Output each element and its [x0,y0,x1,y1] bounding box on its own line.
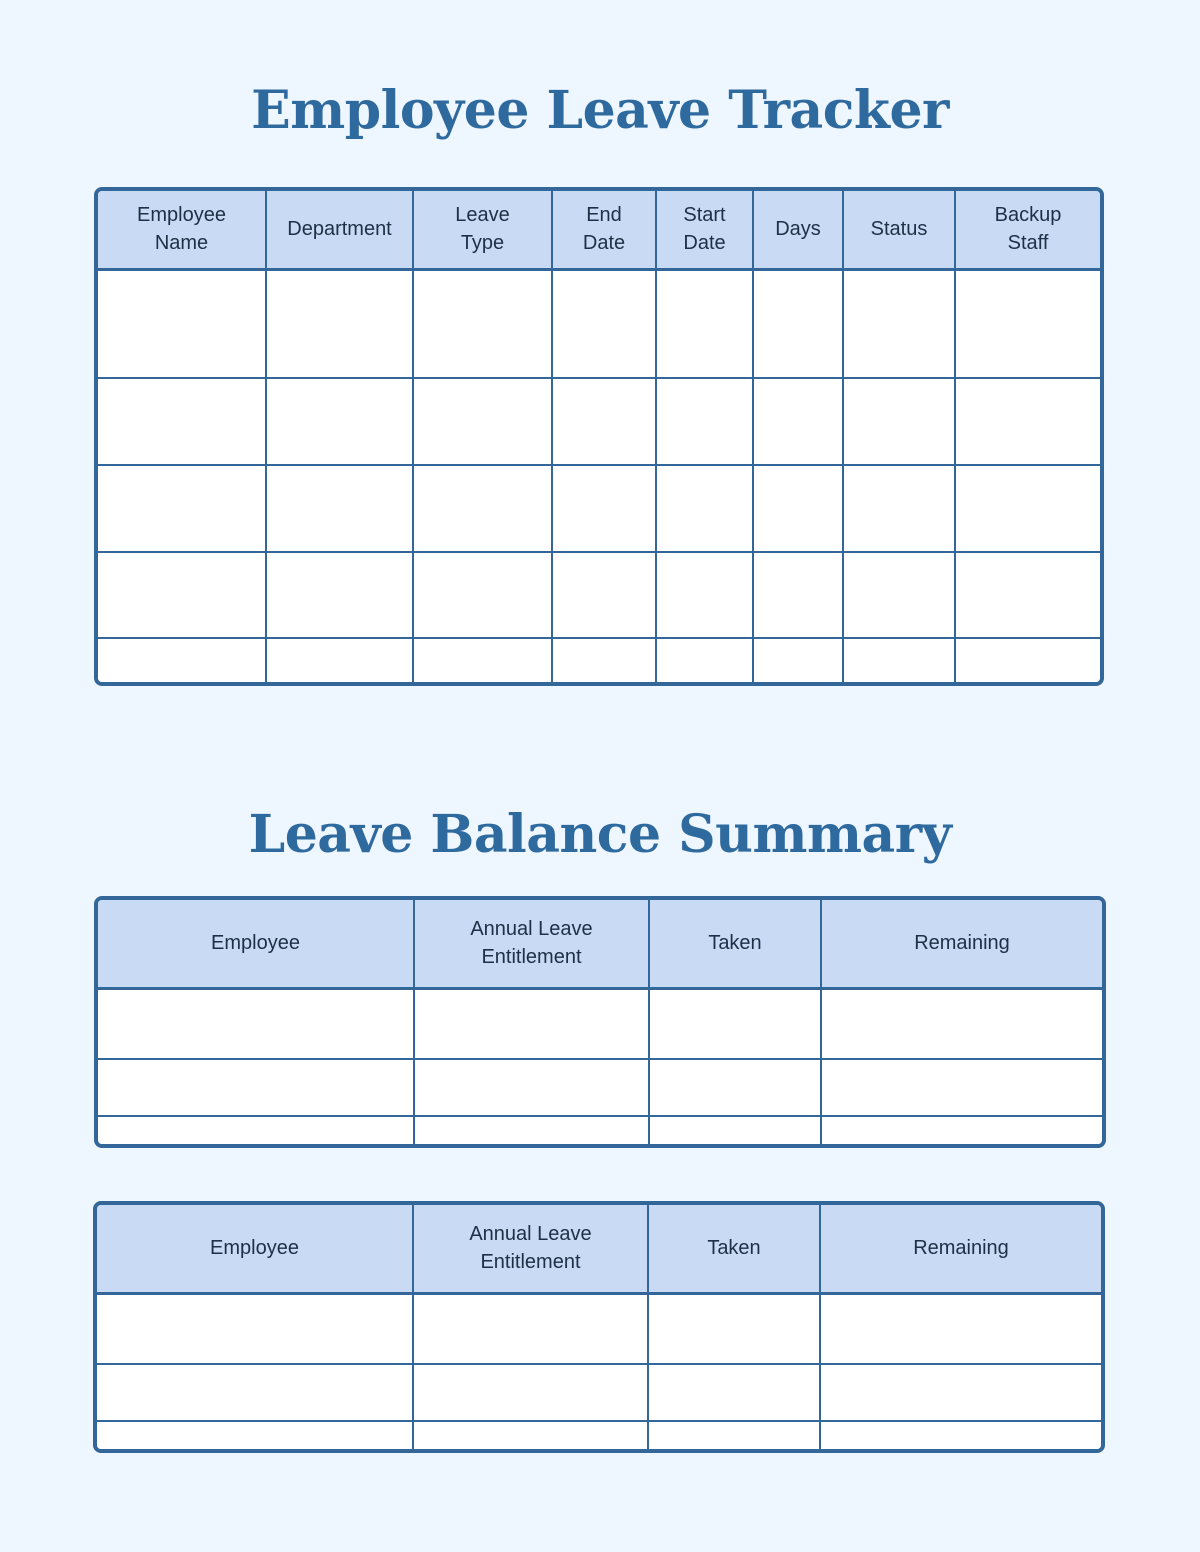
table-cell[interactable] [843,269,955,378]
table-cell[interactable] [97,1364,413,1421]
table-cell[interactable] [753,378,843,465]
table-cell[interactable] [414,1116,649,1144]
table-row [97,1293,1101,1364]
table-header-row [97,1205,1101,1293]
table-cell[interactable] [552,269,656,378]
table-cell[interactable] [649,988,821,1059]
table-cell[interactable] [413,1421,648,1449]
table-row [97,1364,1101,1421]
table-cell[interactable] [843,465,955,552]
table-cell[interactable] [97,1421,413,1449]
table-cell[interactable] [413,1293,648,1364]
column-header-start-date: Start Date [656,191,753,269]
table-cell[interactable] [648,1293,820,1364]
table-row [98,378,1100,465]
table-cell[interactable] [98,988,414,1059]
table-row [98,988,1102,1059]
table-row [98,552,1100,639]
tracker-body [98,269,1100,682]
table-cell[interactable] [266,269,413,378]
table-cell[interactable] [413,378,552,465]
table-header-row [98,900,1102,988]
table-cell[interactable] [648,1364,820,1421]
table-cell[interactable] [413,1364,648,1421]
balance-body-2 [97,1293,1101,1449]
table-cell[interactable] [552,378,656,465]
table-cell[interactable] [649,1059,821,1116]
table-cell[interactable] [656,378,753,465]
table-cell[interactable] [753,552,843,639]
table-cell[interactable] [820,1421,1101,1449]
table-cell[interactable] [821,1116,1102,1144]
table-cell[interactable] [552,552,656,639]
table-cell[interactable] [552,638,656,682]
balance-body-1 [98,988,1102,1144]
table-cell[interactable] [820,1293,1101,1364]
table-cell[interactable] [843,638,955,682]
page-title-leave-balance: Leave Balance Summary [248,804,952,865]
table-cell[interactable] [656,638,753,682]
table-cell[interactable] [552,465,656,552]
table-cell[interactable] [98,1059,414,1116]
table-cell[interactable] [955,269,1100,378]
table-row [98,638,1100,682]
table-cell[interactable] [843,552,955,639]
table-row [97,1421,1101,1449]
table-cell[interactable] [98,465,266,552]
table-cell[interactable] [753,465,843,552]
column-header-taken: Taken [649,900,821,988]
column-header-department: Department [266,191,413,269]
table-header-row [98,191,1100,269]
column-header-employee: Employee [98,900,414,988]
column-header-backup-staff: Backup Staff [955,191,1100,269]
table-cell[interactable] [413,465,552,552]
table-cell[interactable] [98,1116,414,1144]
table-cell[interactable] [413,552,552,639]
column-header-remaining: Remaining [820,1205,1101,1293]
table-cell[interactable] [955,465,1100,552]
column-header-end-date: End Date [552,191,656,269]
column-header-taken: Taken [648,1205,820,1293]
table-cell[interactable] [266,638,413,682]
leave-balance-table-2 [93,1201,1105,1453]
table-cell[interactable] [656,552,753,639]
table-cell[interactable] [414,988,649,1059]
column-header-annual-leave-entitlement: Annual Leave Entitlement [414,900,649,988]
column-header-days: Days [753,191,843,269]
column-header-employee: Employee [97,1205,413,1293]
table-cell[interactable] [413,638,552,682]
table-cell[interactable] [97,1293,413,1364]
table-row [98,269,1100,378]
table-cell[interactable] [843,378,955,465]
table-cell[interactable] [266,465,413,552]
table-cell[interactable] [413,269,552,378]
table-cell[interactable] [98,269,266,378]
table-cell[interactable] [98,378,266,465]
table-cell[interactable] [98,638,266,682]
table-cell[interactable] [753,269,843,378]
table-cell[interactable] [98,552,266,639]
column-header-employee-name: Employee Name [98,191,266,269]
table-cell[interactable] [649,1116,821,1144]
table-cell[interactable] [955,552,1100,639]
table-cell[interactable] [821,988,1102,1059]
table-cell[interactable] [820,1364,1101,1421]
table-row [98,465,1100,552]
column-header-annual-leave-entitlement: Annual Leave Entitlement [413,1205,648,1293]
leave-tracker-table [94,187,1104,686]
table-cell[interactable] [955,378,1100,465]
column-header-remaining: Remaining [821,900,1102,988]
table-cell[interactable] [753,638,843,682]
column-header-leave-type: Leave Type [413,191,552,269]
table-cell[interactable] [955,638,1100,682]
table-cell[interactable] [821,1059,1102,1116]
table-cell[interactable] [648,1421,820,1449]
table-row [98,1116,1102,1144]
table-cell[interactable] [266,378,413,465]
table-cell[interactable] [266,552,413,639]
page-title-leave-tracker: Employee Leave Tracker [251,80,949,141]
leave-balance-table-1 [94,896,1106,1148]
table-cell[interactable] [656,269,753,378]
column-header-status: Status [843,191,955,269]
table-cell[interactable] [414,1059,649,1116]
table-row [98,1059,1102,1116]
table-cell[interactable] [656,465,753,552]
